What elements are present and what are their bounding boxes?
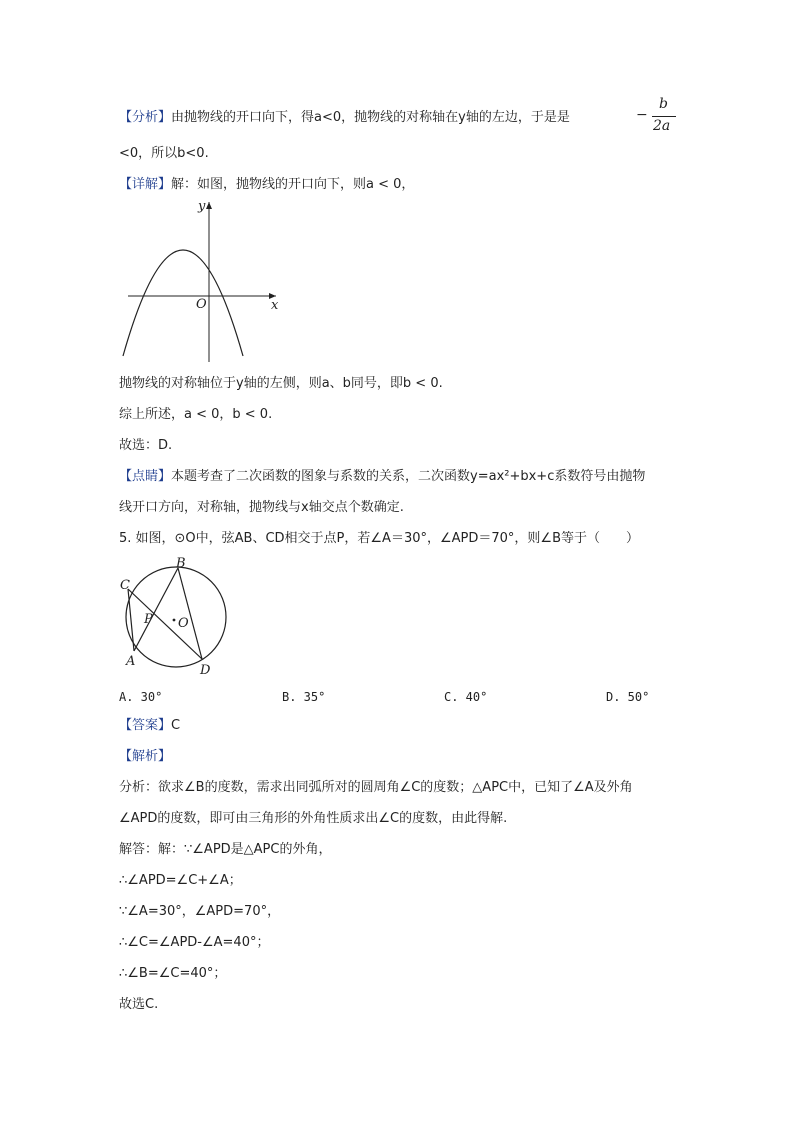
solution-line-5: ∵∠A=30°，∠APD=70°，: [119, 904, 281, 919]
solution-line-6: ∴∠C=∠APD-∠A=40°；: [119, 935, 270, 950]
option-b: B. 35°: [282, 690, 326, 704]
answer-tag: 【答案】: [119, 718, 172, 733]
label-c: C: [120, 578, 130, 593]
fraction-denominator: 2a: [653, 118, 671, 134]
y-axis-arrow: [206, 202, 212, 209]
comment-text-1: 本题考查了二次函数的图象与系数的关系，二次函数y=ax²+bx+c系数符号由抛物: [171, 469, 646, 484]
choice-line-1: 故选：D.: [119, 438, 173, 453]
center-dot: [173, 619, 176, 622]
solution-line-3: 解答：解：∵∠APD是△APC的外角，: [119, 842, 332, 857]
origin-label: O: [196, 297, 207, 312]
solution-line-8: 故选C.: [119, 997, 159, 1012]
detail-line: [119, 175, 414, 195]
fraction-minus: −: [636, 107, 648, 123]
solution-line-7: ∴∠B=∠C=40°；: [119, 966, 227, 981]
fraction-bar: [652, 116, 676, 117]
symmetry-line: 抛物线的对称轴位于y轴的左侧，则a、b同号，即b < 0.: [119, 376, 443, 391]
x-axis-label: x: [271, 298, 279, 313]
analysis2-tag: 【解析】: [119, 749, 172, 764]
answer-line: [119, 716, 180, 736]
comment-line-2: 线开口方向，对称轴，抛物线与x轴交点个数确定.: [119, 500, 404, 515]
segment-ac: [128, 589, 134, 651]
y-axis-label: y: [198, 199, 206, 214]
label-b: B: [176, 556, 186, 571]
comment-tag: 【点睛】: [119, 469, 172, 484]
detail-tag: 【详解】: [119, 177, 172, 192]
label-o: O: [178, 616, 189, 631]
label-a: A: [126, 654, 136, 669]
chord-cd: [128, 589, 202, 659]
analysis-tag: 【分析】: [119, 110, 172, 125]
option-c: C. 40°: [444, 690, 488, 704]
analysis-text-1: 由抛物线的开口向下，得a<0，抛物线的对称轴在y轴的左边，于是是: [171, 110, 570, 125]
detail-text: 解：如图，抛物线的开口向下，则a < 0，: [171, 177, 415, 192]
analysis-line-2: <0，所以b<0.: [119, 146, 209, 161]
label-p: P: [144, 612, 153, 627]
summary-line: 综上所述，a < 0，b < 0.: [119, 407, 273, 422]
option-d: D. 50°: [606, 690, 650, 704]
analysis2-line: [119, 747, 171, 767]
solution-line-1: 分析：欲求∠B的度数，需求出同弧所对的圆周角∠C的度数；△APC中，已知了∠A及外角: [119, 780, 633, 795]
parabola-graph: [118, 196, 288, 366]
fraction-numerator: b: [659, 96, 668, 112]
chord-ab: [134, 568, 178, 651]
option-a: A. 30°: [119, 690, 163, 704]
answer-value: C: [171, 718, 181, 733]
label-d: D: [200, 663, 211, 678]
fraction-neg-b-over-2a: [636, 96, 680, 138]
solution-line-2: ∠APD的度数，即可由三角形的外角性质求出∠C的度数，由此得解.: [119, 811, 508, 826]
solution-line-4: ∴∠APD=∠C+∠A；: [119, 873, 242, 888]
circle-o: [126, 567, 226, 667]
question-5: 5. 如图，⊙O中，弦AB、CD相交于点P，若∠A＝30°，∠APD＝70°，则∠B等于（ ）: [119, 531, 640, 546]
parabola-curve: [123, 250, 243, 356]
comment-line-1: [119, 467, 645, 487]
circle-graph: [116, 555, 236, 680]
segment-bd: [178, 568, 202, 659]
analysis-line-1: [119, 108, 570, 128]
